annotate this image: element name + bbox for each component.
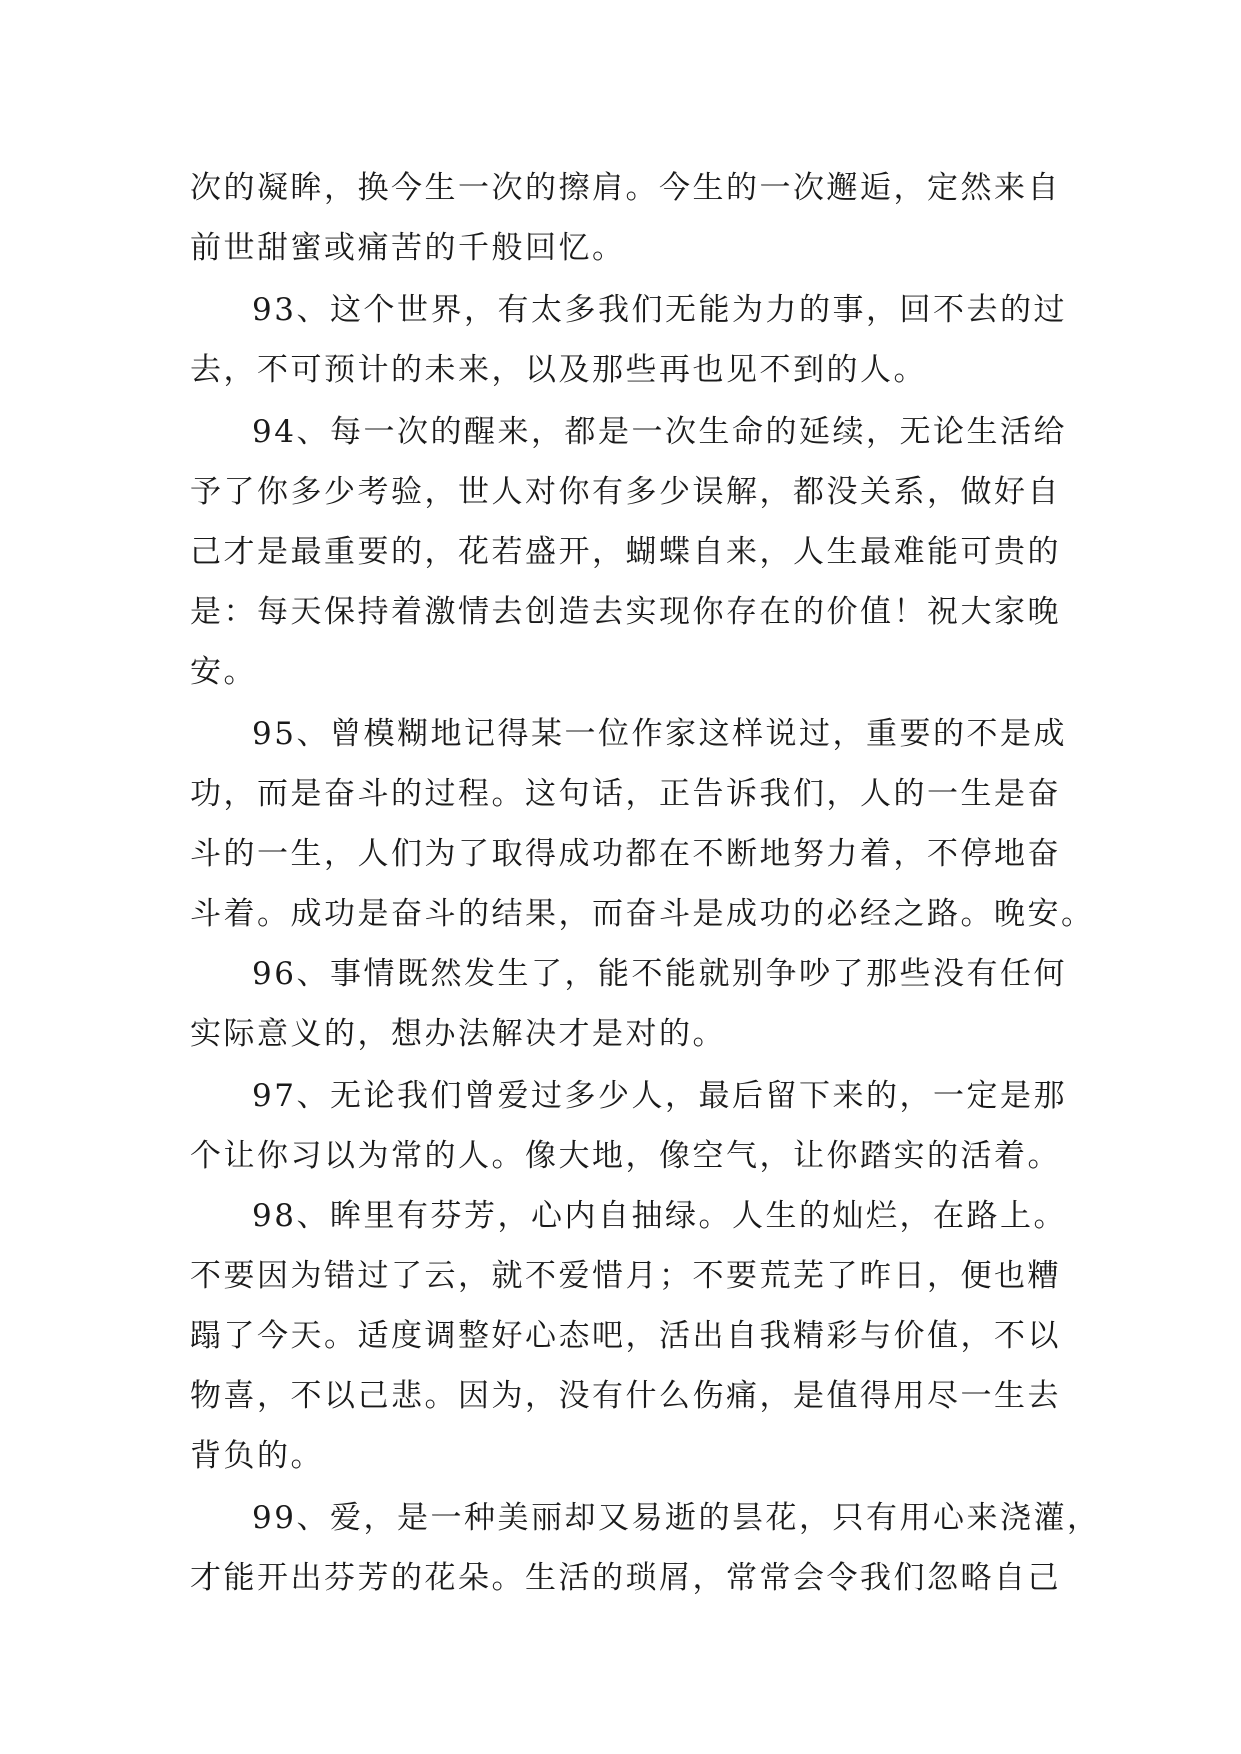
paragraph-96-line: 96、事情既然发生了，能不能就别争吵了那些没有任何: [252, 956, 1067, 992]
paragraph-94-line: 94、每一次的醒来，都是一次生命的延续，无论生活给: [252, 414, 1067, 450]
text-line: 次的凝眸，换今生一次的擦肩。今生的一次邂逅，定然来自: [190, 170, 1061, 206]
paragraph-97-line: 97、无论我们曾爱过多少人，最后留下来的，一定是那: [252, 1078, 1067, 1114]
text-line: 不要因为错过了云，就不爱惜月；不要荒芜了昨日，便也糟: [190, 1258, 1061, 1294]
paragraph-99-line: 99、爱，是一种美丽却又易逝的昙花，只有用心来浇灌，: [252, 1500, 1101, 1536]
text-line: 安。: [190, 654, 257, 690]
text-line: 予了你多少考验，世人对你有多少误解，都没关系，做好自: [190, 474, 1061, 510]
paragraph-98-line: 98、眸里有芬芳，心内自抽绿。人生的灿烂，在路上。: [252, 1198, 1067, 1234]
text-line: 斗着。成功是奋斗的结果，而奋斗是成功的必经之路。晚安。: [190, 896, 1095, 932]
text-line: 斗的一生，人们为了取得成功都在不断地努力着，不停地奋: [190, 836, 1061, 872]
text-line: 个让你习以为常的人。像大地，像空气，让你踏实的活着。: [190, 1138, 1061, 1174]
text-line: 物喜，不以己悲。因为，没有什么伤痛，是值得用尽一生去: [190, 1378, 1061, 1414]
text-line: 才能开出芬芳的花朵。生活的琐屑，常常会令我们忽略自己: [190, 1560, 1061, 1596]
text-line: 实际意义的，想办法解决才是对的。: [190, 1016, 726, 1052]
document-page: [190, 158, 1101, 1608]
text-line: 去，不可预计的未来，以及那些再也见不到的人。: [190, 352, 927, 388]
paragraph-93-line: 93、这个世界，有太多我们无能为力的事，回不去的过: [252, 292, 1067, 328]
text-line: 己才是最重要的，花若盛开，蝴蝶自来，人生最难能可贵的: [190, 534, 1061, 570]
paragraph-95-line: 95、曾模糊地记得某一位作家这样说过，重要的不是成: [252, 716, 1067, 752]
text-line: 是：每天保持着激情去创造去实现你存在的价值！祝大家晚: [190, 594, 1061, 630]
text-line: 前世甜蜜或痛苦的千般回忆。: [190, 230, 626, 266]
text-line: 蹋了今天。适度调整好心态吧，活出自我精彩与价值，不以: [190, 1318, 1061, 1354]
text-line: 功，而是奋斗的过程。这句话，正告诉我们，人的一生是奋: [190, 776, 1061, 812]
text-line: 背负的。: [190, 1438, 324, 1474]
